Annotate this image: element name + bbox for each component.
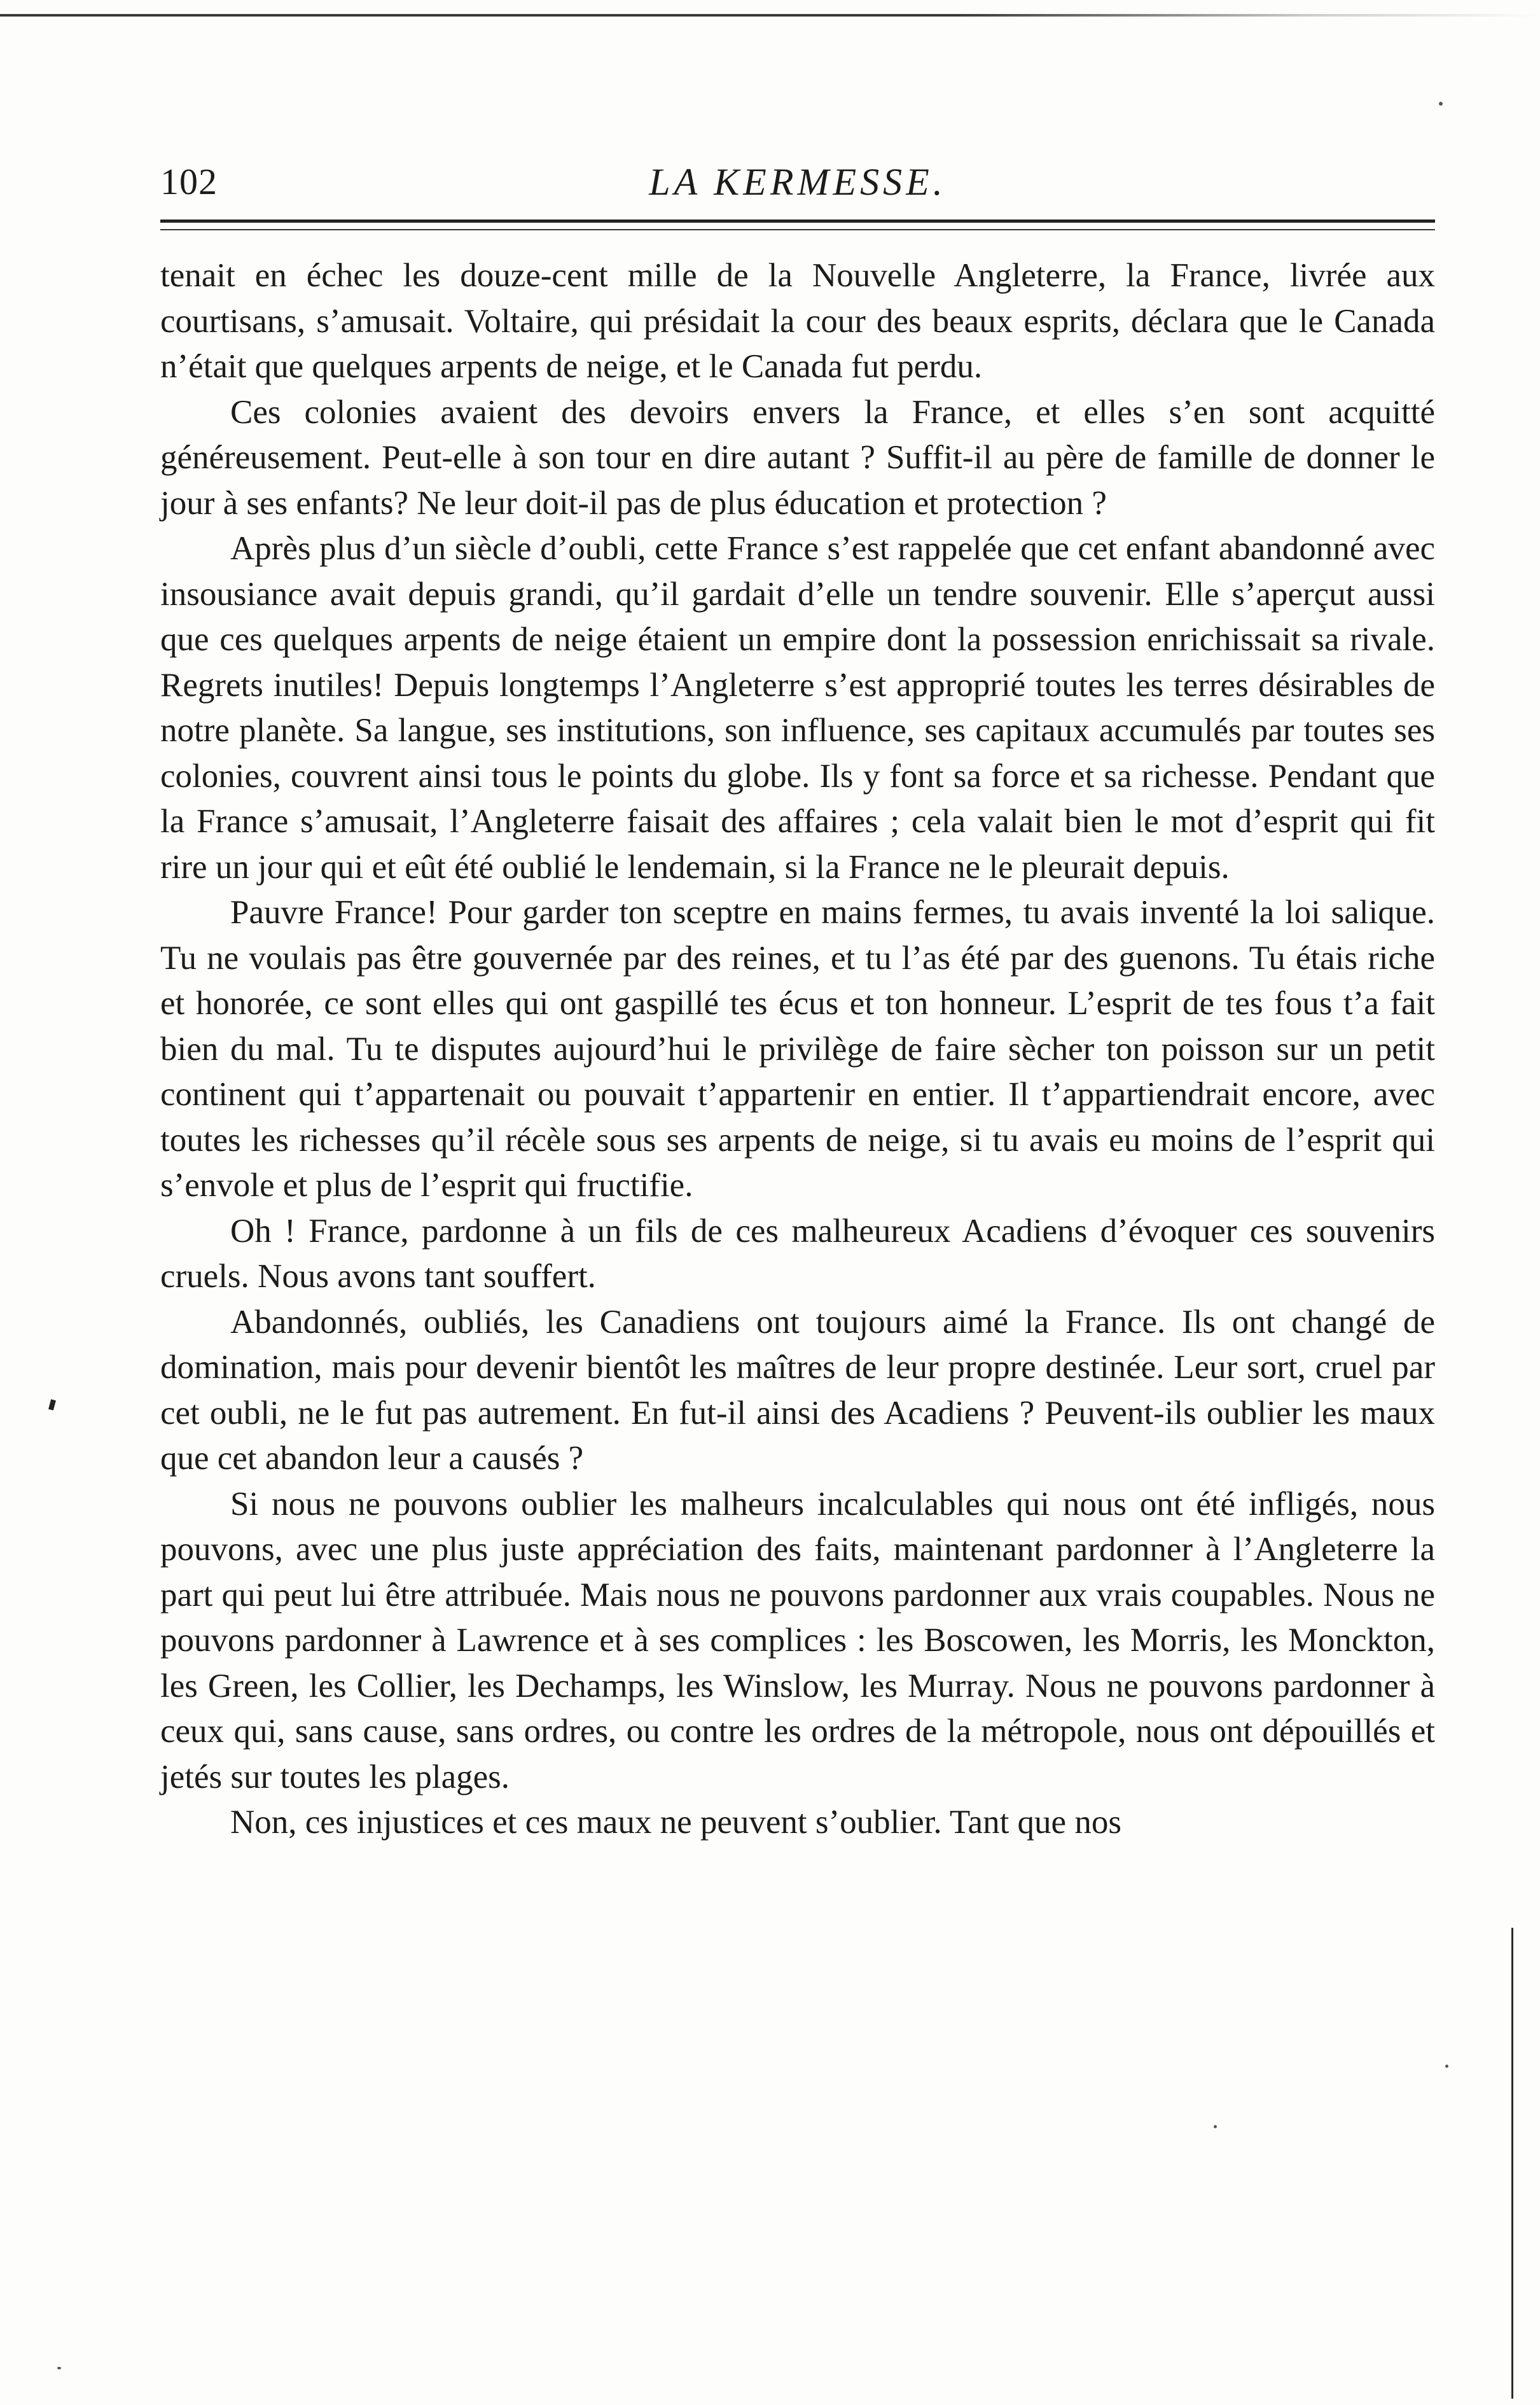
- scan-speck: [1214, 2125, 1217, 2128]
- paragraph: Après plus d’un siècle d’oubli, cette France s’est rappelée que cet enfant abandonné avec insousiance avait depuis grandi, qu’il gardait d’elle un tendre souvenir. Elle s’aperçut aussi que ces quelques arpents de neige étaient un empire dont la possession enrichissait sa rivale. Regrets inutiles! Depuis longtemps l’Angleterre s’est approprié toutes les terres désirables de notre planète. Sa langue, ses institutions, son influence, ses capitaux accumulés par toutes ses colonies, couvrent ainsi tous le points du globe. Ils y font sa force et sa richesse. Pendant que la France s’amusait, l’Angleterre faisait des affaires ; cela valait bien le mot d’esprit qui fit rire un jour qui et eût été oublié le lendemain, si la France ne le pleurait depuis.: [160, 530, 1435, 886]
- scan-top-rule: [0, 14, 1540, 17]
- paragraph: Abandonnés, oubliés, les Canadiens ont toujours aimé la France. Ils ont changé de domination, mais pour devenir bientôt les maîtres de leur propre destinée. Leur sort, cruel par cet oubli, ne le fut pas autrement. En fut-il ainsi des Acadiens ? Peuvent-ils oublier les maux que cet abandon leur a causés ?: [160, 1303, 1435, 1477]
- header-rule: [160, 220, 1435, 223]
- paragraph: Pauvre France! Pour garder ton sceptre en mains fermes, tu avais inventé la loi salique. Tu ne voulais pas être gouvernée par des reines, et tu l’as été par des guenons. Tu étais riche et honorée, ce sont elles qui ont gaspillé tes écus et ton honneur. L’esprit de tes fous t’a fait bien du mal. Tu te disputes aujourd’hui le privilège de faire sècher ton poisson sur un petit continent qui t’appartenait ou pouvait t’appartenir en entier. Il t’appartiendrait encore, avec toutes les richesses qu’il récèle sous ses arpents de neige, si tu avais eu moins de l’esprit qui s’envole et plus de l’esprit qui fructifie.: [160, 894, 1435, 1204]
- paragraph: Oh ! France, pardonne à un fils de ces malheureux Acadiens d’évoquer ces souvenirs cruels. Nous avons tant souffert.: [160, 1212, 1435, 1295]
- paragraph: Non, ces injustices et ces maux ne peuvent s’oublier. Tant que nos: [230, 1804, 1121, 1841]
- running-title: LA KERMESSE.: [649, 161, 947, 203]
- scan-edge-line: [1511, 1928, 1513, 2399]
- page-header: [160, 160, 1435, 211]
- paragraph: tenait en échec les douze-cent mille de la Nouvelle Angleterre, la France, livrée aux courtisans, s’amusait. Voltaire, qui présidait la cour des beaux esprits, déclara que le Canada n’était que quelques arpents de neige, et le Canada fut perdu.: [160, 257, 1435, 385]
- header-rule: [160, 229, 1435, 230]
- paragraph: Ces colonies avaient des devoirs envers la France, et elles s’en sont acquitté généreusement. Peut-elle à son tour en dire autant ? Suffit-il au père de famille de donner le jour à ses enfants? Ne leur doit-il pas de plus éducation et protection ?: [160, 393, 1435, 522]
- page-number: 102: [160, 161, 218, 202]
- scan-speck: [57, 2367, 61, 2369]
- scan-speck: [1445, 2065, 1448, 2068]
- body-text: [160, 253, 1435, 1846]
- scan-margin-mark: [48, 1399, 56, 1411]
- scan-speck: [1439, 102, 1443, 106]
- paragraph: Si nous ne pouvons oublier les malheurs incalculables qui nous ont été infligés, nous pouvons, avec une plus juste appréciation des faits, maintenant pardonner à l’Angleterre la part qui peut lui être attribuée. Mais nous ne pouvons pardonner aux vrais coupables. Nous ne pouvons pardonner à Lawrence et à ses complices : les Boscowen, les Morris, les Monckton, les Green, les Collier, les Dechamps, les Winslow, les Murray. Nous ne pouvons pardonner à ceux qui, sans cause, sans ordres, ou contre les ordres de la métropole, nous ont dépouillés et jetés sur toutes les plages.: [160, 1485, 1435, 1795]
